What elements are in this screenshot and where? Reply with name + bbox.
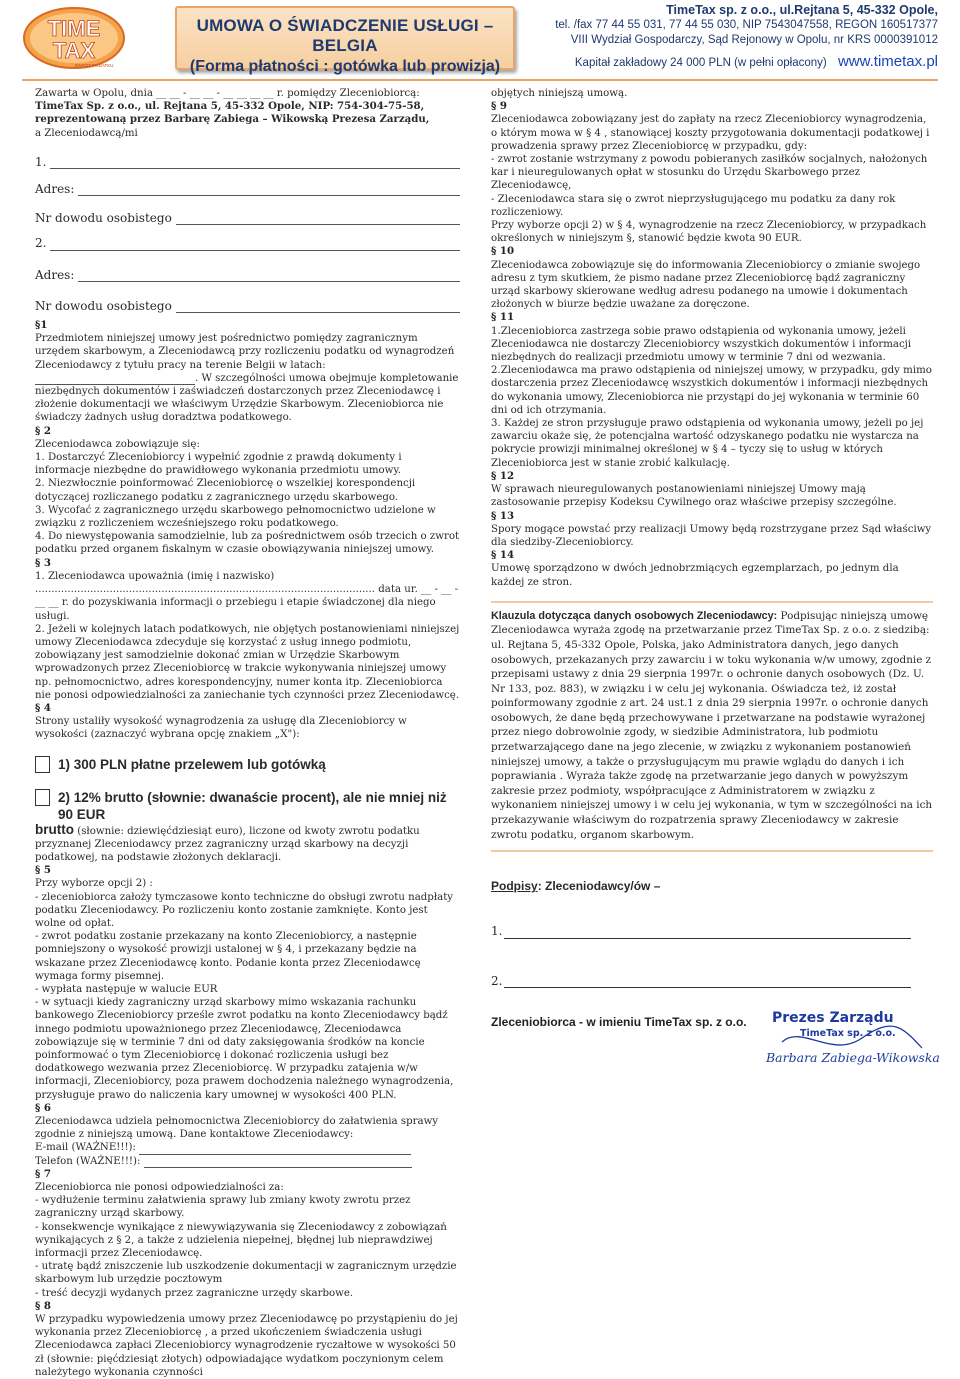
client2-address-field[interactable]: Adres:	[35, 269, 460, 282]
document-title: UMOWA O ŚWIADCZENIE USŁUGI – BELGIA	[196, 16, 494, 55]
timetax-logo	[22, 6, 126, 70]
clause-divider	[491, 850, 933, 852]
section-12-heading: § 12	[491, 469, 515, 482]
section-5-point-3: - wypłata następuje w walucie EUR	[35, 983, 218, 995]
svg-text:Prezes Zarządu: Prezes Zarządu	[772, 1010, 894, 1026]
section-7-intro: Zleceniobiorca nie ponosi odpowiedzialności za:	[35, 1182, 284, 1194]
section-11-heading: § 11	[491, 311, 515, 324]
signatures-heading: Podpisy: Zleceniodawcy/ów –	[491, 879, 661, 894]
section-3-point-1: 1. Zleceniodawca upoważnia (imię i nazwisko)	[35, 570, 275, 582]
option-2[interactable]	[35, 789, 460, 823]
left-column	[35, 87, 460, 1379]
option-1[interactable]	[35, 756, 460, 773]
intro-date: Zawarta w Opolu, dnia __ __ - __ __ - __ __ __ __ r. pomiędzy Zleceniobiorcą:	[35, 88, 420, 99]
section-7-point-4: - treść decyzji wydanych przez zagraniczne urzędy skarbowe.	[35, 1287, 354, 1299]
company-registry: VIII Wydział Gospodarczy, Sąd Rejonowy w Opolu, nr KRS 0000391012	[570, 34, 938, 46]
section-4-heading: § 4	[35, 701, 51, 714]
svg-text:TimeTax sp. z o.o.: TimeTax sp. z o.o.	[800, 1028, 896, 1039]
option-1-checkbox[interactable]	[35, 756, 50, 773]
svg-text:TIME: TIME	[47, 16, 101, 41]
option-2-label: 2) 12% brutto (słownie: dwanaście procent), ale nie mniej niż 90 EUR	[58, 789, 447, 822]
section-4-text: Strony ustaliły wysokość wynagrodzenia za usługę dla Zleceniobiorcy w wysokości (zaznaczyć wybrana opcję znakiem „X"):	[35, 716, 407, 741]
clause-title: Klauzula dotycząca danych osobowych Zleceniodawcy:	[491, 609, 778, 622]
section-9-point-3: Przy wyborze opcji 2) w § 4, wynagrodzenie na rzecz Zleceniobiorcy, w przypadkach określonych w niniejszym §, stanowić będzie kwota 90 EUR.	[491, 220, 927, 245]
header-divider	[22, 79, 938, 81]
client2-name-field[interactable]: 2.	[35, 237, 460, 250]
section-14-heading: § 14	[491, 549, 515, 562]
section-3-authorized-person: ......................................................................................................... data ur. __ - __ - __ __ r. do pozyskiwania informacji o przebiegu i etapie świadczonej dla niego usługi.	[35, 584, 459, 622]
section-12-text: W sprawach nieuregulowanych postanowieniami niniejszej Umowy mają zastosowanie przepisy Kodeksu Cywilnego oraz właściwe przepisy szczególne.	[491, 484, 897, 509]
section-10-text: Zleceniodawca zobowiązuje się do informowania Zleceniobiorcy o zmianie swojego adresu z tym skutkiem, że pismo nadane przez Zleceniobiorcę bądź zagraniczny urząd skarbowy skierowane według adresu podanego na umowie i dokumentach złożonych w biurze będzie uważane za doręczone.	[491, 259, 921, 311]
section-8-heading: § 8	[35, 1299, 51, 1312]
section-2-heading: § 2	[35, 424, 51, 437]
section-5-point-1: - zleceniobiorca założy tymczasowe konto techniczne do obsługi zwrotu nadpłaty podatku Zleceniodawcy. Po rozliczeniu konto zostanie zamknięte. Konto jest wolne od opłat.	[35, 891, 454, 929]
clause-text: Podpisując niniejszą umowę Zleceniodawca wyraża zgodę na przetwarzanie przez TimeTax Sp. z o.o. z siedzibą: ul. Rejtana 5, 45-332 Opole, Polska, jako Administratora danych, jego danych osobowych, przekazanych przy zawarciu i w toku wykonania w/w umowy, zgodnie z przepisami ustawy z dnia 29 sierpnia 1997r. o ochronie danych osobowych (Dz. U. Nr 133, poz. 883), w związku i w celu jej wykonania. Oświadcza też, iż został poinformowany zgodnie z art. 24 ust.1 z dnia 29 sierpnia 1997r. o ochronie danych osobowych, że dane będą przechowywane i przetwarzane na podstawie wyrażonej przez niego dobrowolnie zgody, w siedzibie Administratora, lub podmiotu przetwarzającego dane na jego zlecenie, w związku z wykonaniem postanowień niniejszej umowy, a także o przysługującym mu prawie wglądu do danych i ich poprawiania . Wyraża także zgodę na przetwarzanie jego danych w powyższym zakresie przez podmioty, współpracujące z Administratorem w związku z wykonaniem niniejszej umowy i w celu jej wykonania, w tym w szczególności na ich przekazywanie właściwym do rozpatrzenia sprawy Zleceniodawcy w zakresie zwrotu podatku, organom skarbowym.	[491, 609, 933, 841]
company-capital-row	[555, 54, 938, 71]
section-9-point-1: - zwrot zostanie wstrzymany z powodu pobieranych zasiłków socjalnych, nałożonych kar i nieuregulowanych opłat w stosunku do Urzędu Skarbowego przez Zleceniodawcę,	[491, 154, 928, 192]
company-info	[555, 3, 938, 71]
intro-contractor: TimeTax Sp. z o.o., ul. Rejtana 5, 45-332 Opole, NIP: 754-304-75-58, reprezentowaną przez Barbarę Zabiega – Wikowską Prezesa Zarządu,	[35, 100, 430, 126]
section-5-point-4: - w sytuacji kiedy zagraniczny urząd skarbowy mimo wskazania rachunku bankowego Zleceniobiorcy prześle zwrot podatku na konto Zleceniodawcy bądź innego podmiotu upoważnionego przez Zleceniodawcę, Zleceniodawca zobowiązuje się w terminie 7 dni od daty zaksięgowania środków na koncie poinformować o tym Zleceniobiorcę i dokonać rozliczenia usługi bez dodatkowego wezwania przez Zleceniobiorcę. W przypadku zatajenia w/w informacji, Zleceniobiorcy, poza prawem dochodzenia należnego wynagrodzenia, przysługuje prawo do naliczenia kary umownej w wysokości 400 PLN.	[35, 997, 454, 1101]
section-14-text: Umowę sporządzono w dwóch jednobrzmiących egzemplarzach, po jednym dla każdej ze stron.	[491, 563, 899, 588]
email-field[interactable]: E-mail (WAŻNE!!!):	[35, 1141, 460, 1154]
section-2-point-3: 3. Wycofać z zagranicznego urzędu skarbowego pełnomocnictwo udzielone w związku z rozliczeniem wcześniejszego roku podatkowego.	[35, 504, 436, 530]
section-11-point-2: 2.Zleceniodawca ma prawo odstąpienia od niniejszej umowy, w przypadku, gdy mimo dostarczenia przez Zleceniodawcę wszystkich dokumentów i informacji niezbędnych do wykonania umowy, Zleceniobiorca nie przystąpi do jej wykonania w terminie 60 dni od ich otrzymania.	[491, 365, 932, 416]
section-9-heading: § 9	[491, 100, 507, 113]
section-3-point-2: 2. Jeżeli w kolejnych latach podatkowych, nie objętych postanowieniami niniejszej umowy Zleceniodawca zdecyduje się korzystać z usług innego podmiotu, zobowiązany jest samodzielnie dokonać zmian w Urzędzie Skarbowym wprowadzonych przez Zleceniobiorcę w trakcie wykonywania niniejszej umowy np. pełnomocnictwo, adres korespondencyjny, numer konta itp. Zleceniobiorca nie ponosi odpowiedzialności za zaniechanie tych czynności przez Zleceniodawcę.	[35, 623, 460, 701]
client1-name-field[interactable]: 1.	[35, 156, 460, 169]
client2-signature-field[interactable]: 2.	[491, 975, 933, 988]
phone-field[interactable]: Telefon (WAŻNE!!!):	[35, 1155, 460, 1168]
right-column	[491, 87, 933, 988]
section-7-heading: § 7	[35, 1167, 51, 1180]
website-link[interactable]: www.timetax.pl	[837, 53, 938, 70]
intro-client: a Zleceniodawcą/mi	[35, 127, 138, 139]
company-stamp	[762, 1004, 940, 1070]
option-2-details: brutto (słownie: dziewięćdziesiąt euro), liczone od kwoty zwrotu podatku przyznanej Zleceniodawcy przez zagraniczny urząd skarbowy na decyzji podatkowej, na podstawie złożonych deklaracji.	[35, 821, 420, 863]
client1-signature-field[interactable]: 1.	[491, 925, 933, 938]
section-6-heading: § 6	[35, 1101, 51, 1114]
section-2-point-4: 4. Do niewystępowania samodzielnie, lub za pośrednictwem osób trzecich o zwrot podatku przed organem fiskalnym w czasie obowiązywania niniejszej umowy.	[35, 531, 460, 556]
section-2-intro: Zleceniodawca zobowiązuje się:	[35, 438, 200, 450]
data-protection-clause	[491, 601, 933, 843]
document-title-box	[175, 6, 515, 75]
option-1-label: 1) 300 PLN płatne przelewem lub gotówką	[58, 756, 326, 772]
section-3-heading: § 3	[35, 556, 51, 569]
years-field[interactable]	[35, 374, 195, 385]
company-capital: Kapitał zakładowy 24 000 PLN (w pełni opłacony)	[574, 57, 827, 69]
section-10-heading: § 10	[491, 245, 515, 258]
section-9-text: Zleceniodawca zobowiązany jest do zapłaty na rzecz Zleceniobiorcy wynagrodzenia, o którym mowa w § 4 , stanowiącej koszty przygotowania dokumentacji podatkowej i prowadzenia sprawy przez Zleceniobiorcę w przypadku, gdy:	[491, 114, 930, 152]
contractor-signature-label: Zleceniobiorca - w imieniu TimeTax sp. z o.o.	[491, 1015, 747, 1029]
company-address: TimeTax sp. z o.o., ul.Rejtana 5, 45-332 Opole,	[666, 3, 938, 17]
client1-address-field[interactable]: Adres:	[35, 183, 460, 196]
company-contact: tel. /fax 77 44 55 031, 77 44 55 030, NIP 7543047558, REGON 160517377	[555, 19, 938, 31]
section-2-point-1: 1. Dostarczyć Zleceniobiorcy i wypełnić zgodnie z prawdą dokumenty i informacje niezbędne do prawidłowego wykonania przedmiotu umowy.	[35, 452, 402, 477]
section-1-heading: §1	[35, 319, 48, 332]
svg-text:TAX: TAX	[52, 38, 96, 63]
section-8-continuation: objętych niniejszą umową.	[491, 88, 628, 99]
section-8-text: W przypadku wypowiedzenia umowy przez Zleceniodawcę po przystąpieniu do jej wykonania przez Zleceniobiorcę , a przed ukończeniem świadczenia usługi Zleceniodawca zapłaci Zleceniobiorcy wynagrodzenie ryczałtowe w wysokości 50 zł (słownie: pięćdziesiąt złotych) odpowiadające wydatkom poczynionym celem należytego wykonania czynności	[35, 1314, 458, 1378]
section-2-point-2: 2. Niezwłocznie poinformować Zleceniobiorcę o wszelkiej korespondencji dotyczącej rozliczanego podatku z zagranicznego urzędu skarbowego.	[35, 478, 416, 503]
section-7-point-2: - konsekwencje wynikające z niewywiązywania się Zleceniodawcy z zobowiązań wynikających z § 2, a także z udzielenia niepełnej, błędnej lub nieprawdziwej informacji przez Zleceniodawcę.	[35, 1221, 447, 1260]
svg-text:Barbara Zabiega-Wikowska: Barbara Zabiega-Wikowska	[766, 1050, 940, 1065]
section-13-text: Spory mogące powstać przy realizacji Umowy będą rozstrzygane przez Sąd właściwy dla siedziby-Zleceniobiorcy.	[491, 523, 932, 548]
section-5-point-2: - zwrot podatku zostanie przekazany na konto Zleceniobiorcy, a następnie pomniejszony o wysokość prowizji ustalonej w § 4, i przekazany będzie na wskazane przez Zleceniodawcę konto. Podanie konta przez Zleceniodawcę wymaga formy pisemnej.	[35, 931, 421, 982]
client1-id-field[interactable]: Nr dowodu osobistego	[35, 212, 460, 225]
section-5-heading: § 5	[35, 864, 51, 877]
section-9-point-2: - Zleceniodawca stara się o zwrot nieprzysługującego mu podatku za dany rok rozliczeniowy.	[491, 193, 896, 218]
svg-text:ZWROT PODATKU: ZWROT PODATKU	[74, 63, 114, 68]
section-5-intro: Przy wyborze opcji 2) :	[35, 878, 153, 890]
section-6-text: Zleceniodawca udziela pełnomocnictwa Zleceniobiorcy do załatwienia sprawy zgodnie z niniejszą umową. Dane kontaktowe Zleceniodawcy:	[35, 1116, 439, 1141]
section-7-point-1: - wydłużenie terminu załatwienia sprawy lub zmiany kwoty zwrotu przez zagraniczny urząd skarbowy.	[35, 1195, 411, 1220]
section-1-text: Przedmiotem niniejszej umowy jest pośrednictwo pomiędzy zagranicznym urzędem skarbowym, a Zleceniodawcą przy rozliczeniu podatku od wynagrodzeń Zleceniodawcy z tytułu pracy na terenie Belgii w latach: . W szczególności umowa obejmuje kompletowanie niezbędnych dokumentów i zaświadczeń dostarczonych przez Zleceniodawcę i złożenie dokumentacji we właściwym Urzędzie Skarbowym. Zleceniobiorca nie świadczy żadnych usług doradztwa podatkowego.	[35, 333, 459, 424]
option-2-checkbox[interactable]	[35, 789, 50, 806]
section-7-point-3: - utratę bądź zniszczenie lub uszkodzenie dokumentacji w zagranicznym urzędzie skarbowym lub urzędzie pocztowym	[35, 1261, 457, 1286]
section-13-heading: § 13	[491, 509, 515, 522]
section-11-point-1: 1.Zleceniobiorca zastrzega sobie prawo odstąpienia od wykonania umowy, jeżeli Zleceniodawca nie dostarczy Zleceniobiorcy wszystkich dokumentów i informacji niezbędnych do realizacji przedmiotu umowy w terminie 7 dni od wezwania.	[491, 325, 912, 364]
client2-id-field[interactable]: Nr dowodu osobistego	[35, 300, 460, 313]
section-11-point-3: 3. Każdej ze stron przysługuje prawo odstąpienia od wykonania umowy, jeżeli po jej zawarciu okaże się, że potencjalna wartość odzyskanego podatku nie wystarcza na pokrycie prowizji minimalnej określonej w § 4 – tyczy się to usług w których Zleceniobiorca jest w stanie zrobić kalkulację.	[491, 418, 924, 469]
document-subtitle: (Forma płatności : gotówka lub prowizja)	[189, 58, 501, 75]
